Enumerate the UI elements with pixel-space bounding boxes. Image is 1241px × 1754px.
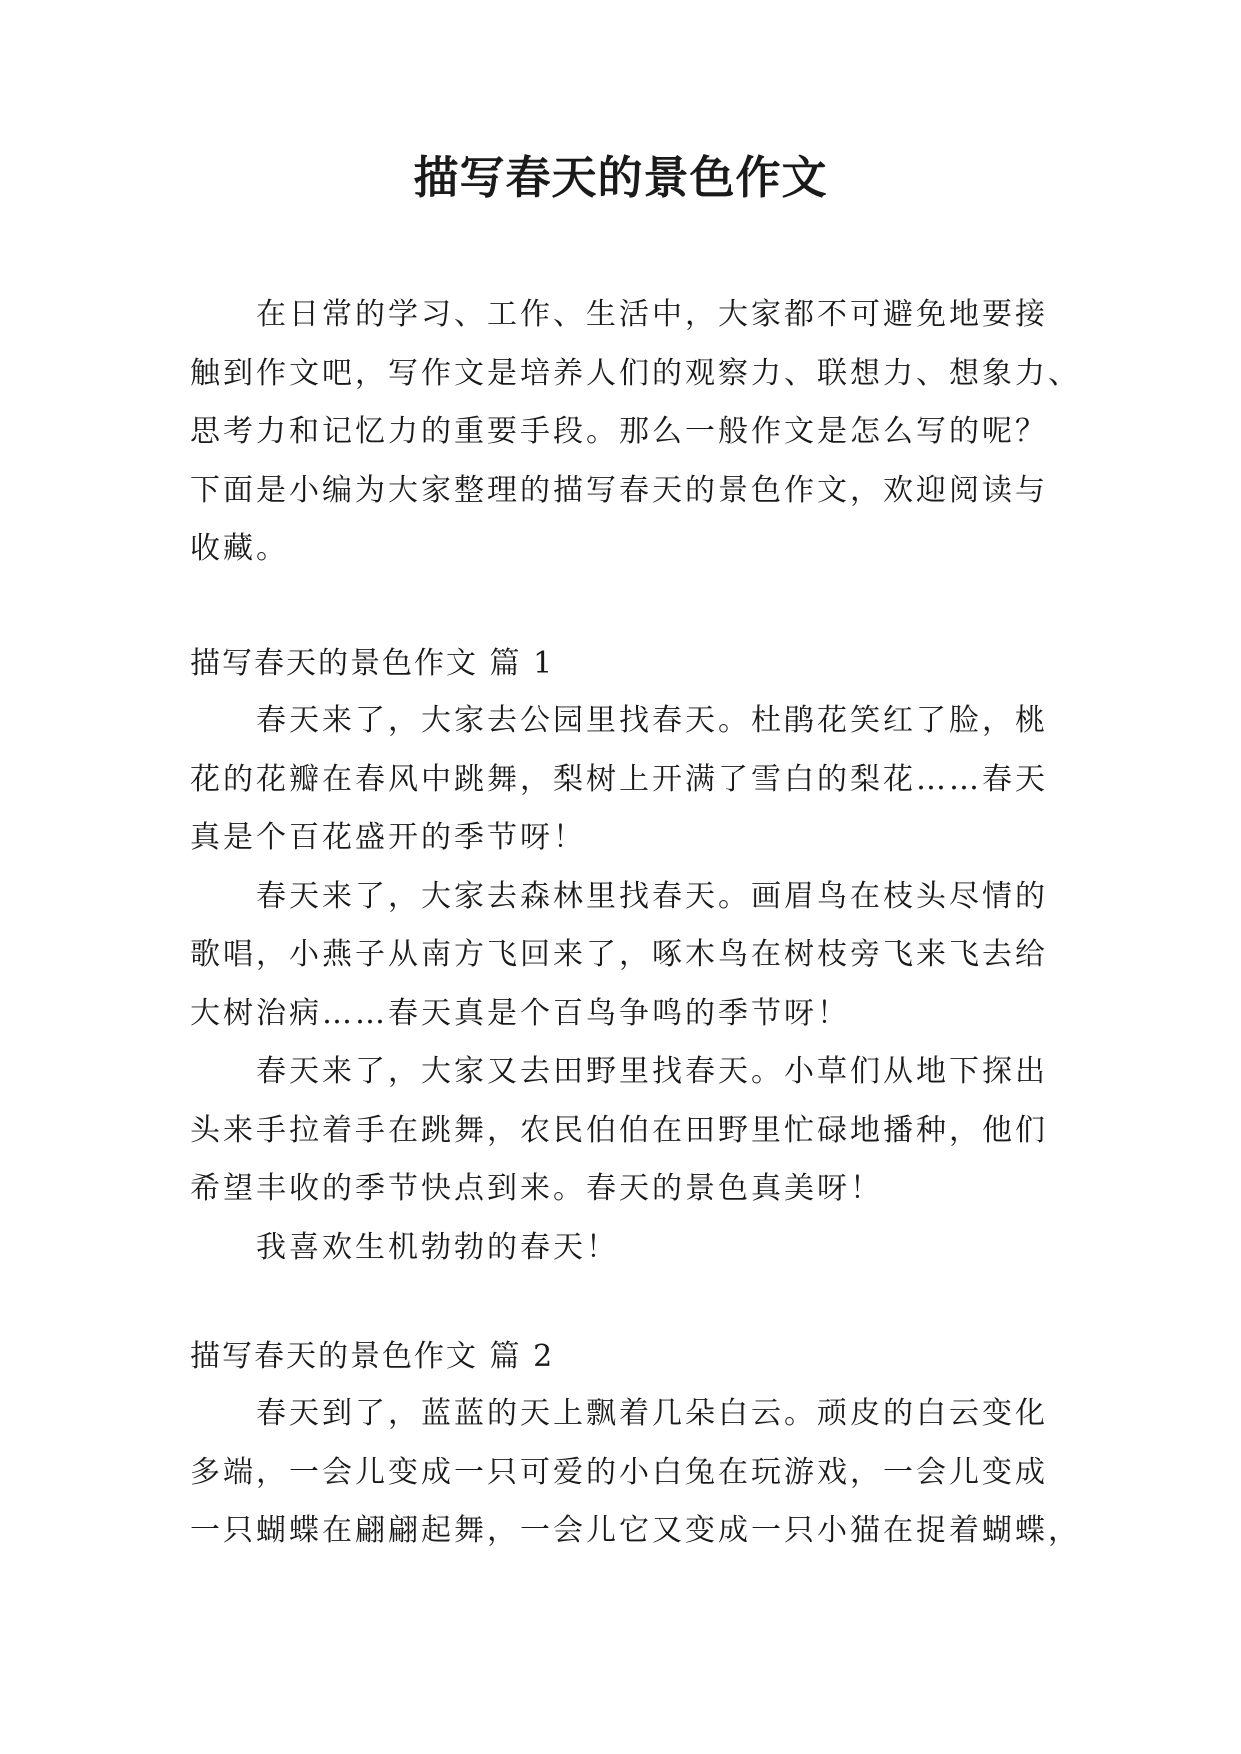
text-line: 大树治病……春天真是个百鸟争鸣的季节呀！ xyxy=(190,995,850,1031)
text-line: 收藏。 xyxy=(190,531,289,566)
text-line: 春天来了，大家去公园里找春天。杜鹃花笑红了脸，桃 xyxy=(256,703,1048,738)
section-heading-1: 描写春天的景色作文 篇 1 xyxy=(190,646,555,681)
section-2-body xyxy=(190,1385,1081,1561)
text-line: 头来手拉着手在跳舞，农民伯伯在田野里忙碌地播种，他们 xyxy=(190,1112,1048,1148)
text-line: 我喜欢生机勃勃的春天！ xyxy=(256,1229,619,1265)
text-line: 花的花瓣在春风中跳舞，梨树上开满了雪白的梨花……春天 xyxy=(190,761,1048,797)
text-line: 春天来了，大家去森林里找春天。画眉鸟在枝头尽情的 xyxy=(256,878,1048,914)
section-1-body xyxy=(190,692,1065,1277)
text-line: 真是个百花盛开的季节呀！ xyxy=(190,820,586,855)
intro-paragraph xyxy=(190,286,1081,579)
text-line: 一只蝴蝶在翩翩起舞，一会儿它又变成一只小猫在捉着蝴蝶， xyxy=(190,1513,1081,1548)
text-line: 歌唱，小燕子从南方飞回来了，啄木鸟在树枝旁飞来飞去给 xyxy=(190,937,1048,972)
section-heading-2: 描写春天的景色作文 篇 2 xyxy=(190,1339,555,1374)
text-line: 思考力和记忆力的重要手段。那么一般作文是怎么写的呢？ xyxy=(190,414,1048,449)
document-title: 描写春天的景色作文 xyxy=(413,151,828,204)
text-line: 多端，一会儿变成一只可爱的小白兔在玩游戏，一会儿变成 xyxy=(190,1454,1048,1490)
text-line: 春天来了，大家又去田野里找春天。小草们从地下探出 xyxy=(256,1054,1048,1089)
text-line: 春天到了，蓝蓝的天上飘着几朵白云。顽皮的白云变化 xyxy=(256,1396,1048,1431)
text-line: 希望丰收的季节快点到来。春天的景色真美呀！ xyxy=(190,1171,883,1206)
text-line: 在日常的学习、工作、生活中，大家都不可避免地要接 xyxy=(256,297,1048,332)
text-line: 触到作文吧，写作文是培养人们的观察力、联想力、想象力、 xyxy=(190,355,1081,391)
text-line: 下面是小编为大家整理的描写春天的景色作文，欢迎阅读与 xyxy=(190,472,1048,508)
